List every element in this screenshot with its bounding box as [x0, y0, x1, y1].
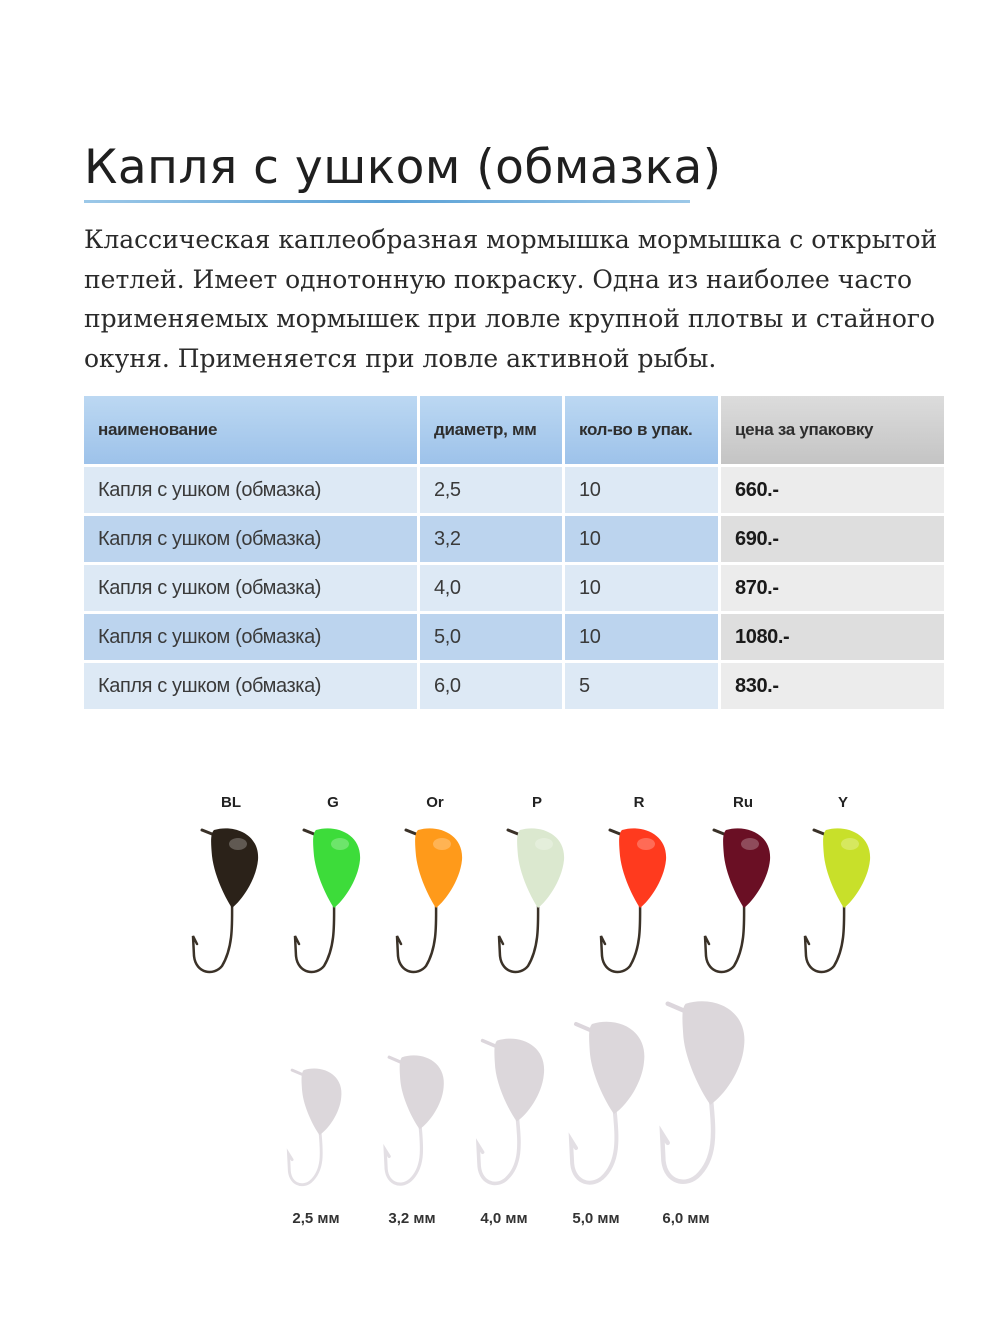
- cell-quantity: 5: [565, 663, 718, 709]
- table-row: [84, 663, 944, 709]
- cell-name: Капля с ушком (обмазка): [84, 614, 417, 660]
- size-label: 4,0 мм: [480, 1210, 528, 1227]
- lure-highlight: [229, 838, 247, 850]
- table-row: [84, 467, 944, 513]
- cell-price: 870.-: [721, 565, 944, 611]
- lure-variant: [186, 790, 276, 990]
- size-variants: [0, 990, 1000, 1240]
- cell-diameter: 3,2: [420, 516, 562, 562]
- size-label: 3,2 мм: [388, 1210, 436, 1227]
- lure-variant: [288, 790, 378, 990]
- jig-lure-icon: [390, 816, 480, 981]
- size-variant: [470, 1028, 550, 1230]
- jig-lure-icon: [594, 816, 684, 981]
- color-code: Or: [426, 794, 444, 811]
- color-code: BL: [221, 794, 241, 811]
- header-quantity: кол-во в упак.: [565, 396, 718, 464]
- lure-highlight: [637, 838, 655, 850]
- header-price: цена за упаковку: [721, 396, 944, 464]
- price-table: [81, 393, 947, 712]
- lure-silhouette-icon: [652, 988, 753, 1190]
- jig-lure-icon: [186, 816, 276, 981]
- header-name: наименование: [84, 396, 417, 464]
- table-row: [84, 614, 944, 660]
- lure-silhouette-icon: [470, 1028, 551, 1190]
- lure-silhouette-icon: [562, 1010, 652, 1190]
- lure-silhouette-icon: [378, 1046, 450, 1190]
- hook-shank: [499, 896, 538, 972]
- size-variant: [378, 1046, 458, 1230]
- size-variant: [282, 1060, 362, 1230]
- cell-price: 1080.-: [721, 614, 944, 660]
- color-code: R: [633, 794, 645, 811]
- lure-variant: [798, 790, 888, 990]
- color-code: P: [531, 794, 542, 811]
- header-diameter: диаметр, мм: [420, 396, 562, 464]
- size-label: 5,0 мм: [572, 1210, 620, 1227]
- lure-highlight: [741, 838, 759, 850]
- jig-lure-icon: [798, 816, 888, 981]
- hook-eye: [610, 830, 620, 834]
- lure-highlight: [841, 838, 859, 850]
- hook-shank: [295, 896, 334, 972]
- size-label: 2,5 мм: [292, 1210, 340, 1227]
- lure-variant: [492, 790, 582, 990]
- cell-price: 830.-: [721, 663, 944, 709]
- cell-name: Капля с ушком (обмазка): [84, 467, 417, 513]
- hook-eye: [202, 830, 212, 834]
- hook-shank: [397, 896, 436, 972]
- cell-quantity: 10: [565, 516, 718, 562]
- cell-diameter: 4,0: [420, 565, 562, 611]
- size-label: 6,0 мм: [662, 1210, 710, 1227]
- product-description: Классическая каплеобразная мормышка мормышка с открытой петлей. Имеет однотонную покраску. Одна из наиболее часто применяемых мормышек при ловле крупной плотвы и стайного окуня. Применяется при ловле активной рыбы.: [84, 225, 938, 373]
- color-code: G: [327, 794, 339, 811]
- page-title: Капля с ушком (обмазка): [84, 140, 722, 195]
- color-variants: [0, 790, 1000, 990]
- color-code: Ru: [733, 794, 753, 811]
- hook-eye: [814, 830, 824, 834]
- cell-quantity: 10: [565, 565, 718, 611]
- title-underline: [84, 200, 690, 203]
- lure-highlight: [433, 838, 451, 850]
- cell-price: 660.-: [721, 467, 944, 513]
- cell-name: Капля с ушком (обмазка): [84, 565, 417, 611]
- hook-shank: [193, 896, 232, 972]
- jig-lure-icon: [288, 816, 378, 981]
- table-header-row: [84, 396, 944, 464]
- lure-highlight: [535, 838, 553, 850]
- size-variant: [562, 1010, 642, 1230]
- jig-lure-icon: [492, 816, 582, 981]
- hook-shank: [601, 896, 640, 972]
- cell-price: 690.-: [721, 516, 944, 562]
- table-row: [84, 516, 944, 562]
- hook-shank: [705, 896, 744, 972]
- cell-name: Капля с ушком (обмазка): [84, 663, 417, 709]
- hook-eye: [304, 830, 314, 834]
- cell-quantity: 10: [565, 467, 718, 513]
- cell-diameter: 2,5: [420, 467, 562, 513]
- lure-silhouette-icon: [282, 1060, 347, 1190]
- jig-lure-icon: [698, 816, 788, 981]
- cell-diameter: 6,0: [420, 663, 562, 709]
- lure-highlight: [331, 838, 349, 850]
- table-row: [84, 565, 944, 611]
- cell-diameter: 5,0: [420, 614, 562, 660]
- color-code: Y: [837, 794, 848, 811]
- lure-variant: [390, 790, 480, 990]
- lure-variant: [698, 790, 788, 990]
- size-variant: [652, 988, 732, 1230]
- lure-variant: [594, 790, 684, 990]
- hook-eye: [406, 830, 416, 834]
- cell-quantity: 10: [565, 614, 718, 660]
- hook-shank: [805, 896, 844, 972]
- hook-eye: [508, 830, 518, 834]
- cell-name: Капля с ушком (обмазка): [84, 516, 417, 562]
- hook-eye: [714, 830, 724, 834]
